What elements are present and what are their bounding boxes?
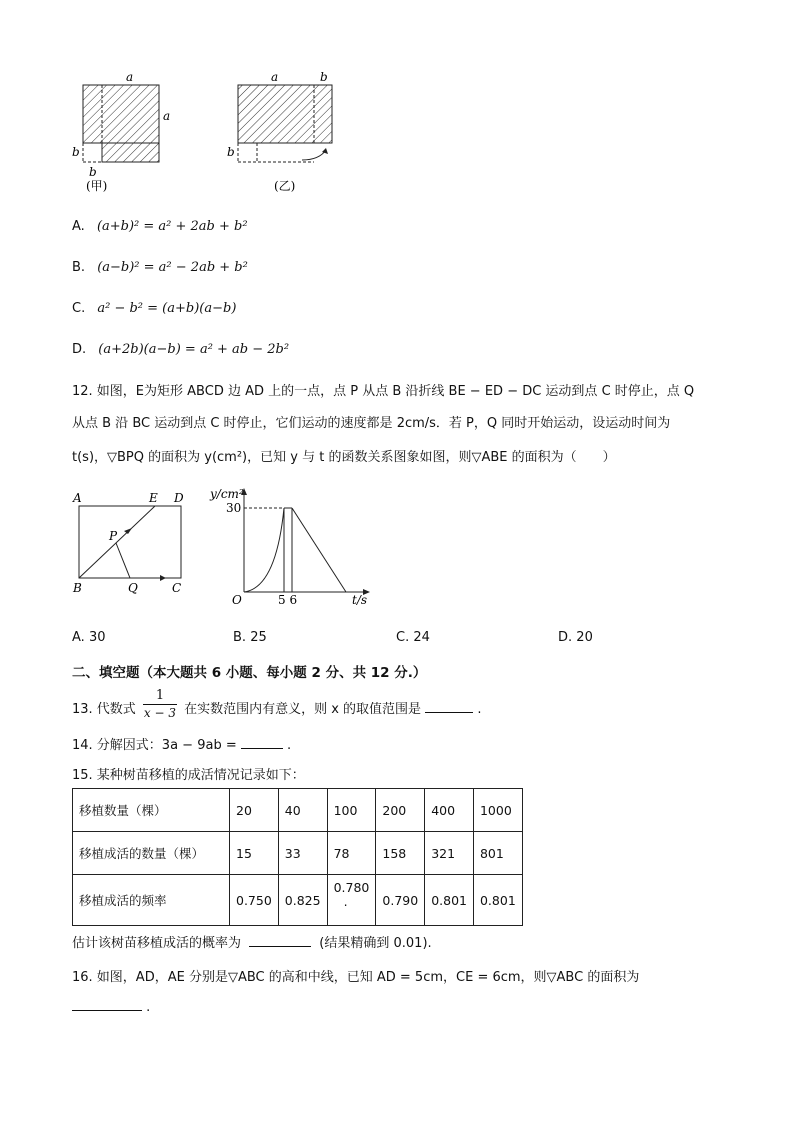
jia-bottom-strip: [102, 143, 159, 162]
q13: [72, 688, 481, 728]
origin-label: O: [232, 593, 242, 607]
option-value: 24: [413, 630, 430, 645]
label-Q: Q: [128, 581, 138, 595]
cell: 200: [376, 789, 425, 832]
cell: 158: [376, 832, 425, 875]
y-tick-30: 30: [226, 501, 242, 515]
q13-fraction: [143, 688, 177, 721]
section-2-title: 二、填空题（本大题共 6 小题、每小题 2 分、共 12 分.）: [72, 665, 427, 681]
row-header: 移植数量（棵）: [73, 789, 230, 832]
x-ticks: 5 6: [278, 593, 298, 607]
yi-label-b-top: b: [320, 70, 328, 84]
label-P: P: [109, 529, 118, 543]
table-row: [73, 789, 523, 832]
cell: 0.790: [376, 875, 425, 926]
x-axis-label: t/s: [352, 593, 368, 607]
q14-end: .: [287, 738, 292, 753]
label-E: E: [149, 491, 158, 505]
cell: 78: [327, 832, 376, 875]
q12-line-2: 从点 B 沿 BC 运动到点 C 时停止，它们运动的速度都是 2cm/s．若 P，Q 同时开始运动，设运动时间为: [72, 416, 671, 431]
cell: 0.801: [473, 875, 522, 926]
yi-label-a: a: [271, 70, 279, 84]
q12-rectangle-figure: [66, 486, 196, 598]
option-letter: B.: [72, 260, 86, 275]
cell: 0.825: [278, 875, 327, 926]
option-letter: A.: [72, 630, 85, 645]
table-row: [73, 832, 523, 875]
jia-caption: (甲): [86, 179, 108, 193]
q12-line-1: 12. 如图，E为矩形 ABCD 边 AD 上的一点，点 P 从点 B 沿折线 BE − ED − DC 运动到点 C 时停止，点 Q: [72, 384, 695, 399]
cell: 801: [473, 832, 522, 875]
q12-option-c[interactable]: [396, 630, 430, 645]
yi-rect: [238, 85, 332, 143]
q13-denominator: x − 3: [143, 706, 176, 720]
cell: 1000: [473, 789, 522, 832]
q16-end: .: [146, 1000, 151, 1015]
cell-with-dot: [327, 875, 376, 926]
q13-numerator: 1: [155, 688, 165, 703]
option-formula: a² − b² = (a+b)(a−b): [97, 301, 237, 316]
option-letter: D.: [558, 630, 573, 645]
q11-option-b[interactable]: [72, 260, 248, 275]
label-D: D: [174, 491, 184, 505]
q11-option-a[interactable]: [72, 219, 248, 234]
q12-option-d[interactable]: [558, 630, 593, 645]
q13-prefix: 13. 代数式: [72, 702, 136, 717]
q15-outro-b: (结果精确到 0.01).: [319, 936, 432, 951]
cell: 15: [230, 832, 279, 875]
q15-answer-blank[interactable]: [249, 934, 311, 947]
q13-end: .: [477, 702, 482, 717]
cell: 33: [278, 832, 327, 875]
option-letter: D.: [72, 342, 87, 357]
option-value: 20: [576, 630, 593, 645]
q11-option-d[interactable]: [72, 342, 289, 357]
cell: 321: [425, 832, 474, 875]
cell-value: 0.780: [333, 880, 370, 895]
stray-dot: .: [343, 894, 348, 909]
option-letter: C.: [72, 301, 86, 316]
q12-option-a[interactable]: [72, 630, 105, 645]
q14: [72, 734, 291, 753]
q14-prefix: 14. 分解因式：3a − 9ab =: [72, 738, 237, 753]
option-value: 25: [250, 630, 267, 645]
option-letter: B.: [233, 630, 247, 645]
option-formula: (a+b)² = a² + 2ab + b²: [96, 219, 248, 234]
option-letter: A.: [72, 219, 85, 234]
q11-figure: [64, 68, 364, 198]
q12-option-b[interactable]: [233, 630, 267, 645]
q14-answer-blank[interactable]: [241, 736, 283, 749]
jia-label-a-right: a: [163, 109, 171, 123]
jia-label-b-bottom: b: [89, 165, 97, 179]
q15-outro: [72, 932, 432, 951]
q16-answer-blank[interactable]: [72, 998, 142, 1011]
label-A: A: [73, 491, 82, 505]
option-value: 30: [88, 630, 106, 645]
jia-label-b-left: b: [72, 145, 80, 159]
q13-suffix: 在实数范围内有意义，则 x 的取值范围是: [184, 702, 422, 717]
row-header: 移植成活的频率: [73, 875, 230, 926]
option-letter: C.: [396, 630, 410, 645]
yi-caption: (乙): [274, 179, 296, 193]
jia-label-a-top: a: [126, 70, 134, 84]
q16-line-2: [72, 998, 150, 1015]
cell: 400: [425, 789, 474, 832]
q15-intro: 15. 某种树苗移植的成活情况记录如下：: [72, 768, 305, 783]
q15-outro-a: 估计该树苗移植成活的概率为: [72, 936, 242, 951]
jia-square: [83, 85, 159, 143]
q13-answer-blank[interactable]: [425, 700, 473, 713]
q16-line-1: 16. 如图，AD，AE 分别是▽ABC 的高和中线，已知 AD = 5cm，CE = 6cm，则▽ABC 的面积为: [72, 970, 640, 985]
cell: 0.801: [425, 875, 474, 926]
q12-function-graph: [206, 480, 378, 608]
cell: 100: [327, 789, 376, 832]
yi-label-b-left: b: [227, 145, 235, 159]
y-axis-label: y/cm²: [210, 487, 244, 501]
q15-table: [72, 788, 523, 926]
q12-line-3: t(s)，▽BPQ 的面积为 y(cm²)，已知 y 与 t 的函数关系图象如图，则▽ABE 的面积为（ ）: [72, 450, 616, 465]
cell: 40: [278, 789, 327, 832]
label-C: C: [172, 581, 182, 595]
row-header: 移植成活的数量（棵）: [73, 832, 230, 875]
option-formula: (a−b)² = a² − 2ab + b²: [97, 260, 248, 275]
cell: 0.750: [230, 875, 279, 926]
table-row: [73, 875, 523, 926]
label-B: B: [73, 581, 82, 595]
cell: 20: [230, 789, 279, 832]
q11-option-c[interactable]: [72, 301, 236, 316]
option-formula: (a+2b)(a−b) = a² + ab − 2b²: [98, 342, 290, 357]
